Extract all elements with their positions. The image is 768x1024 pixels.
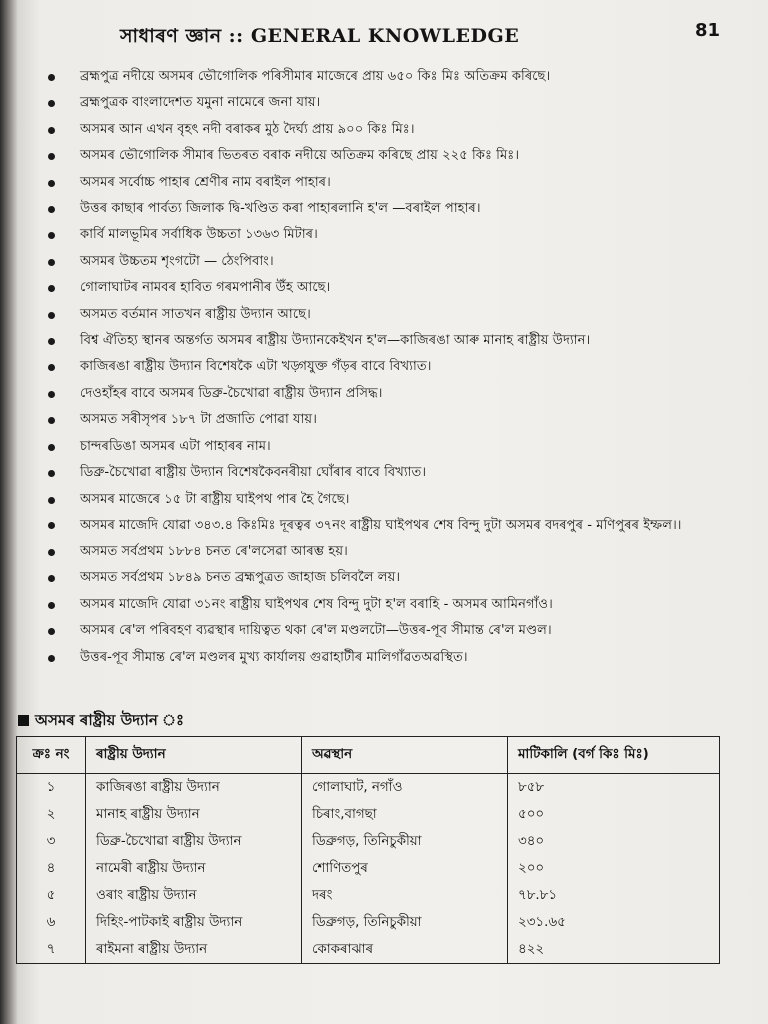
fact-item: অসমৰ ভৌগোলিক সীমাৰ ভিতৰত বৰাক নদীয়ে অতিক্ৰম কৰিছে প্ৰায় ২২৫ কিঃ মিঃ। [42, 143, 732, 169]
fact-item: গোলাঘাটৰ নামবৰ হাবিত গৰমপানীৰ উঁহ আছে। [42, 275, 732, 301]
cell-serial: ৭ [17, 936, 86, 964]
cell-area: ২০০ [508, 855, 720, 882]
fact-item: দেওহাঁহৰ বাবে অসমৰ ডিব্ৰু-চৈখোৱা ৰাষ্ট্ৰীয় উদ্যান প্ৰসিদ্ধ। [42, 381, 732, 407]
fact-item: উত্তৰ-পূব সীমান্ত ৰে'ল মণ্ডলৰ মুখ্য কাৰ্যালয় গুৱাহাটীৰ মালিগাঁৱতঅৱস্থিত। [42, 645, 732, 671]
fact-item: অসমত সৰীসৃপৰ ১৮৭ টা প্ৰজাতি পোৱা যায়। [42, 407, 732, 433]
column-header-park: ৰাষ্ট্ৰীয় উদ্যান [86, 737, 302, 774]
table-row [17, 774, 720, 802]
cell-serial: ৫ [17, 882, 86, 909]
cell-area: ৭৮.৮১ [508, 882, 720, 909]
cell-area: ২৩১.৬৫ [508, 909, 720, 936]
square-bullet-icon [18, 715, 29, 726]
cell-park: মানাহ ৰাষ্ট্ৰীয় উদ্যান [86, 801, 302, 828]
table-row [17, 882, 720, 909]
cell-serial: ৪ [17, 855, 86, 882]
page-number: 81 [695, 20, 721, 41]
cell-serial: ২ [17, 801, 86, 828]
fact-item: চান্দৰডিঙা অসমৰ এটা পাহাৰৰ নাম। [42, 434, 732, 460]
fact-item: কাজিৰঙা ৰাষ্ট্ৰীয় উদ্যান বিশেষকৈ এটা খড়্গযুক্ত গঁড়ৰ বাবে বিখ্যাত। [42, 354, 732, 380]
column-header-serial: ক্ৰঃ নং [17, 737, 86, 774]
fact-item: অসমত সৰ্বপ্ৰথম ১৮৪৯ চনত ব্ৰহ্মপুত্ৰত জাহাজ চলিবলৈ লয়। [42, 565, 732, 591]
cell-location: চিৰাং,বাগছা [302, 801, 508, 828]
fact-item: অসমৰ আন এখন বৃহৎ নদী বৰাকৰ মুঠ দৈৰ্ঘ্য প্ৰায় ৯০০ কিঃ মিঃ। [42, 117, 732, 143]
fact-item: অসমৰ মাজেদি যোৱা ৩৪৩.৪ কিঃমিঃ দূৰত্বৰ ৩৭নং ৰাষ্ট্ৰীয় ঘাইপথৰ শেষ বিন্দু দুটা অসমৰ বদৰপুৰ - মণিপুৰৰ ইম্ফল।। [42, 513, 732, 539]
cell-area: ৫০০ [508, 801, 720, 828]
fact-item: অসমত বৰ্তমান সাতখন ৰাষ্ট্ৰীয় উদ্যান আছে। [42, 302, 732, 328]
fact-item: ব্ৰহ্মপুত্ৰক বাংলাদেশত যমুনা নামেৰে জনা যায়। [42, 90, 732, 116]
column-header-area: মাটিকালি (বৰ্গ কিঃ মিঃ) [508, 737, 720, 774]
cell-area: ৪২২ [508, 936, 720, 964]
table-row [17, 909, 720, 936]
table-row [17, 801, 720, 828]
cell-location: গোলাঘাট, নগাঁও [302, 774, 508, 802]
cell-area: ৮৫৮ [508, 774, 720, 802]
cell-serial: ৬ [17, 909, 86, 936]
cell-park: দিহিং-পাটকাই ৰাষ্ট্ৰীয় উদ্যান [86, 909, 302, 936]
fact-item: কাৰ্বি মালভূমিৰ সৰ্বাধিক উচ্চতা ১৩৬৩ মিটাৰ। [42, 222, 732, 248]
cell-area: ৩৪০ [508, 828, 720, 855]
cell-park: ৰাইমনা ৰাষ্ট্ৰীয় উদ্যান [86, 936, 302, 964]
section-heading [18, 709, 184, 734]
fact-item: ডিব্ৰু-চৈখোৱা ৰাষ্ট্ৰীয় উদ্যান বিশেষকৈবনৰীয়া ঘোঁৰাৰ বাবে বিখ্যাত। [42, 460, 732, 486]
fact-item: অসমৰ মাজেদি যোৱা ৩১নং ৰাষ্ট্ৰীয় ঘাইপথৰ শেষ বিন্দু দুটা হ'ল বৰাহি - অসমৰ আমিনগাঁও। [42, 592, 732, 618]
table-header-row [17, 737, 720, 774]
cell-park: নামেৰী ৰাষ্ট্ৰীয় উদ্যান [86, 855, 302, 882]
section-heading-text: অসমৰ ৰাষ্ট্ৰীয় উদ্যান ঃ [35, 711, 185, 729]
page-header [120, 18, 720, 52]
fact-item: বিশ্ব ঐতিহ্য স্থানৰ অন্তৰ্গত অসমৰ ৰাষ্ট্ৰীয় উদ্যানকেইখন হ'ল—কাজিৰঙা আৰু মানাহ ৰাষ্ট্ৰীয় উদ্যান। [42, 328, 732, 354]
page-title: সাধাৰণ জ্ঞান :: GENERAL KNOWLEDGE [120, 25, 520, 47]
cell-park: কাজিৰঙা ৰাষ্ট্ৰীয় উদ্যান [86, 774, 302, 802]
table-row [17, 936, 720, 964]
fact-item: অসমৰ ৰে'ল পৰিবহণ ব্যৱস্থাৰ দায়িত্বত থকা ৰে'ল মণ্ডলটো—উত্তৰ-পূব সীমান্ত ৰে'ল মণ্ডল। [42, 618, 732, 644]
fact-item: অসমৰ মাজেৰে ১৫ টা ৰাষ্ট্ৰীয় ঘাইপথ পাৰ হৈ গৈছে। [42, 487, 732, 513]
fact-item: অসমৰ সৰ্বোচ্চ পাহাৰ শ্ৰেণীৰ নাম বৰাইল পাহাৰ। [42, 170, 732, 196]
cell-park: ওৰাং ৰাষ্ট্ৰীয় উদ্যান [86, 882, 302, 909]
fact-item: অসমৰ উচ্চতম শৃংগটো — ঠেংপিবাং। [42, 249, 732, 275]
cell-location: শোণিতপুৰ [302, 855, 508, 882]
cell-location: দৰং [302, 882, 508, 909]
national-parks-table [16, 736, 720, 964]
column-header-location: অৱস্থান [302, 737, 508, 774]
cell-serial: ৩ [17, 828, 86, 855]
cell-park: ডিব্ৰু-চৈখোৱা ৰাষ্ট্ৰীয় উদ্যান [86, 828, 302, 855]
fact-item: উত্তৰ কাছাৰ পাৰ্বত্য জিলাক দ্বি-খণ্ডিত কৰা পাহাৰলানি হ'ল —বৰাইল পাহাৰ। [42, 196, 732, 222]
fact-item: অসমত সৰ্বপ্ৰথম ১৮৮৪ চনত ৰে'লসেৱা আৰম্ভ হয়। [42, 539, 732, 565]
fact-item: ব্ৰহ্মপুত্ৰ নদীয়ে অসমৰ ভৌগোলিক পৰিসীমাৰ মাজেৰে প্ৰায় ৬৫০ কিঃ মিঃ অতিক্ৰম কৰিছে। [42, 64, 732, 90]
cell-location: কোকৰাঝাৰ [302, 936, 508, 964]
cell-serial: ১ [17, 774, 86, 802]
cell-location: ডিব্ৰুগড়, তিনিচুকীয়া [302, 828, 508, 855]
cell-location: ডিব্ৰুগড়, তিনিচুকীয়া [302, 909, 508, 936]
table-row [17, 855, 720, 882]
table-row [17, 828, 720, 855]
facts-list [42, 64, 732, 671]
